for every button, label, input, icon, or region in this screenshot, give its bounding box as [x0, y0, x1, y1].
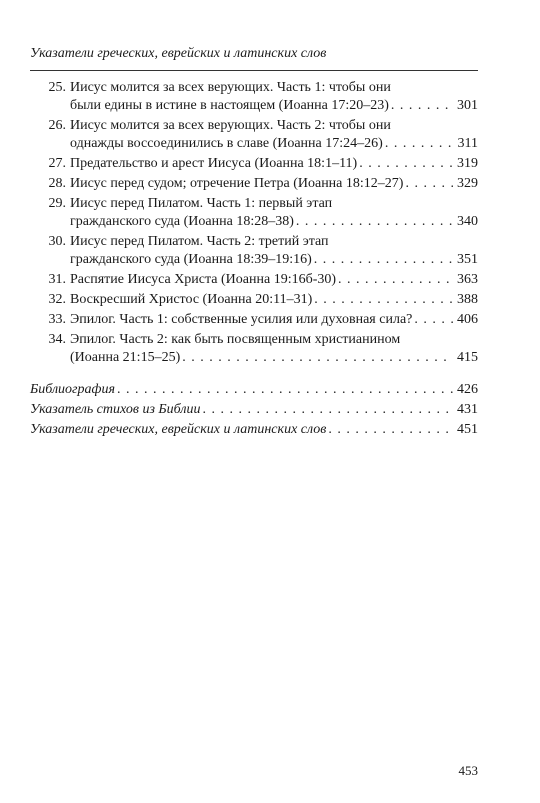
toc-entry-title: Предательство и арест Иисуса (Иоанна 18:1–11) — [70, 156, 358, 171]
toc-entry-page: 311 — [457, 136, 478, 151]
dot-leader — [405, 175, 453, 193]
toc-entry-page: 329 — [457, 176, 478, 191]
toc-appendix — [30, 381, 478, 441]
toc-entry-number: 30. — [48, 234, 66, 249]
toc-entry[interactable] — [30, 175, 478, 193]
toc-entry-page: 388 — [457, 292, 478, 307]
dot-leader — [314, 291, 453, 309]
toc-entry-page: 363 — [457, 272, 478, 287]
toc-appendix-page: 426 — [457, 382, 478, 397]
dot-leader — [182, 349, 453, 367]
toc-entry-number: 25. — [48, 80, 66, 95]
toc-entry-title: Иисус перед Пилатом. Часть 2: третий этап — [70, 234, 329, 249]
toc-entry-page: 406 — [457, 312, 478, 327]
toc-entry[interactable] — [30, 331, 478, 367]
toc-entry-page: 415 — [457, 350, 478, 365]
running-header: Указатели греческих, еврейских и латинских слов — [30, 46, 327, 61]
toc-entry[interactable] — [30, 155, 478, 173]
toc-entry-title: Воскресший Христос (Иоанна 20:11–31) — [70, 292, 313, 307]
header-rule — [30, 70, 478, 71]
toc-appendix-title: Указатель стихов из Библии — [30, 402, 201, 417]
toc-appendix-entry[interactable] — [30, 421, 478, 439]
toc-entry-title: Иисус перед Пилатом. Часть 1: первый этап — [70, 196, 333, 211]
toc-entry-title: Иисус перед судом; отречение Петра (Иоанна 18:12–27) — [70, 176, 404, 191]
dot-leader — [296, 213, 453, 231]
toc-entry-title: (Иоанна 21:15–25) — [70, 350, 181, 365]
toc-entry[interactable] — [30, 291, 478, 309]
dot-leader — [314, 251, 453, 269]
toc-entry-number: 34. — [48, 332, 66, 347]
toc-appendix-title: Библиография — [30, 382, 115, 397]
toc-entry-number: 31. — [48, 272, 66, 287]
toc-entry-title: гражданского суда (Иоанна 18:28–38) — [70, 214, 294, 229]
toc-appendix-entry[interactable] — [30, 381, 478, 399]
toc-entry-title: были едины в истине в настоящем (Иоанна 17:20–23) — [70, 98, 389, 113]
toc-entry[interactable] — [30, 117, 478, 153]
dot-leader — [328, 421, 453, 439]
toc-entries — [30, 79, 478, 369]
dot-leader — [202, 401, 453, 419]
page-number: 453 — [458, 763, 478, 778]
toc-entry-title: Иисус молится за всех верующих. Часть 1: чтобы они — [70, 80, 391, 95]
toc-entry[interactable] — [30, 311, 478, 329]
toc-entry-title: Эпилог. Часть 1: собственные усилия или духовная сила? — [70, 312, 413, 327]
toc-appendix-page: 431 — [457, 402, 478, 417]
dot-leader — [385, 135, 454, 153]
toc-entry[interactable] — [30, 271, 478, 289]
dot-leader — [338, 271, 453, 289]
toc-entry-number: 33. — [48, 312, 66, 327]
dot-leader — [391, 97, 453, 115]
toc-entry[interactable] — [30, 79, 478, 115]
dot-leader — [414, 311, 453, 329]
toc-entry-title: гражданского суда (Иоанна 18:39–19:16) — [70, 252, 312, 267]
toc-appendix-entry[interactable] — [30, 401, 478, 419]
toc-entry[interactable] — [30, 233, 478, 269]
toc-entry-page: 319 — [457, 156, 478, 171]
toc-entry-title: однажды воссоединились в славе (Иоанна 17:24–26) — [70, 136, 383, 151]
toc-entry-page: 301 — [457, 98, 478, 113]
toc-appendix-page: 451 — [457, 422, 478, 437]
dot-leader — [359, 155, 453, 173]
dot-leader — [117, 381, 453, 399]
toc-entry-number: 26. — [48, 118, 66, 133]
toc-appendix-title: Указатели греческих, еврейских и латинских слов — [30, 422, 327, 437]
toc-entry-title: Распятие Иисуса Христа (Иоанна 19:16б-30) — [70, 272, 337, 287]
toc-entry-page: 340 — [457, 214, 478, 229]
toc-entry[interactable] — [30, 195, 478, 231]
toc-entry-number: 29. — [48, 196, 66, 211]
table-of-contents — [30, 79, 478, 441]
toc-entry-title: Иисус молится за всех верующих. Часть 2: чтобы они — [70, 118, 391, 133]
toc-entry-title: Эпилог. Часть 2: как быть посвященным христианином — [70, 332, 401, 347]
toc-entry-page: 351 — [457, 252, 478, 267]
toc-entry-number: 32. — [48, 292, 66, 307]
toc-entry-number: 27. — [48, 156, 66, 171]
toc-entry-number: 28. — [48, 176, 66, 191]
